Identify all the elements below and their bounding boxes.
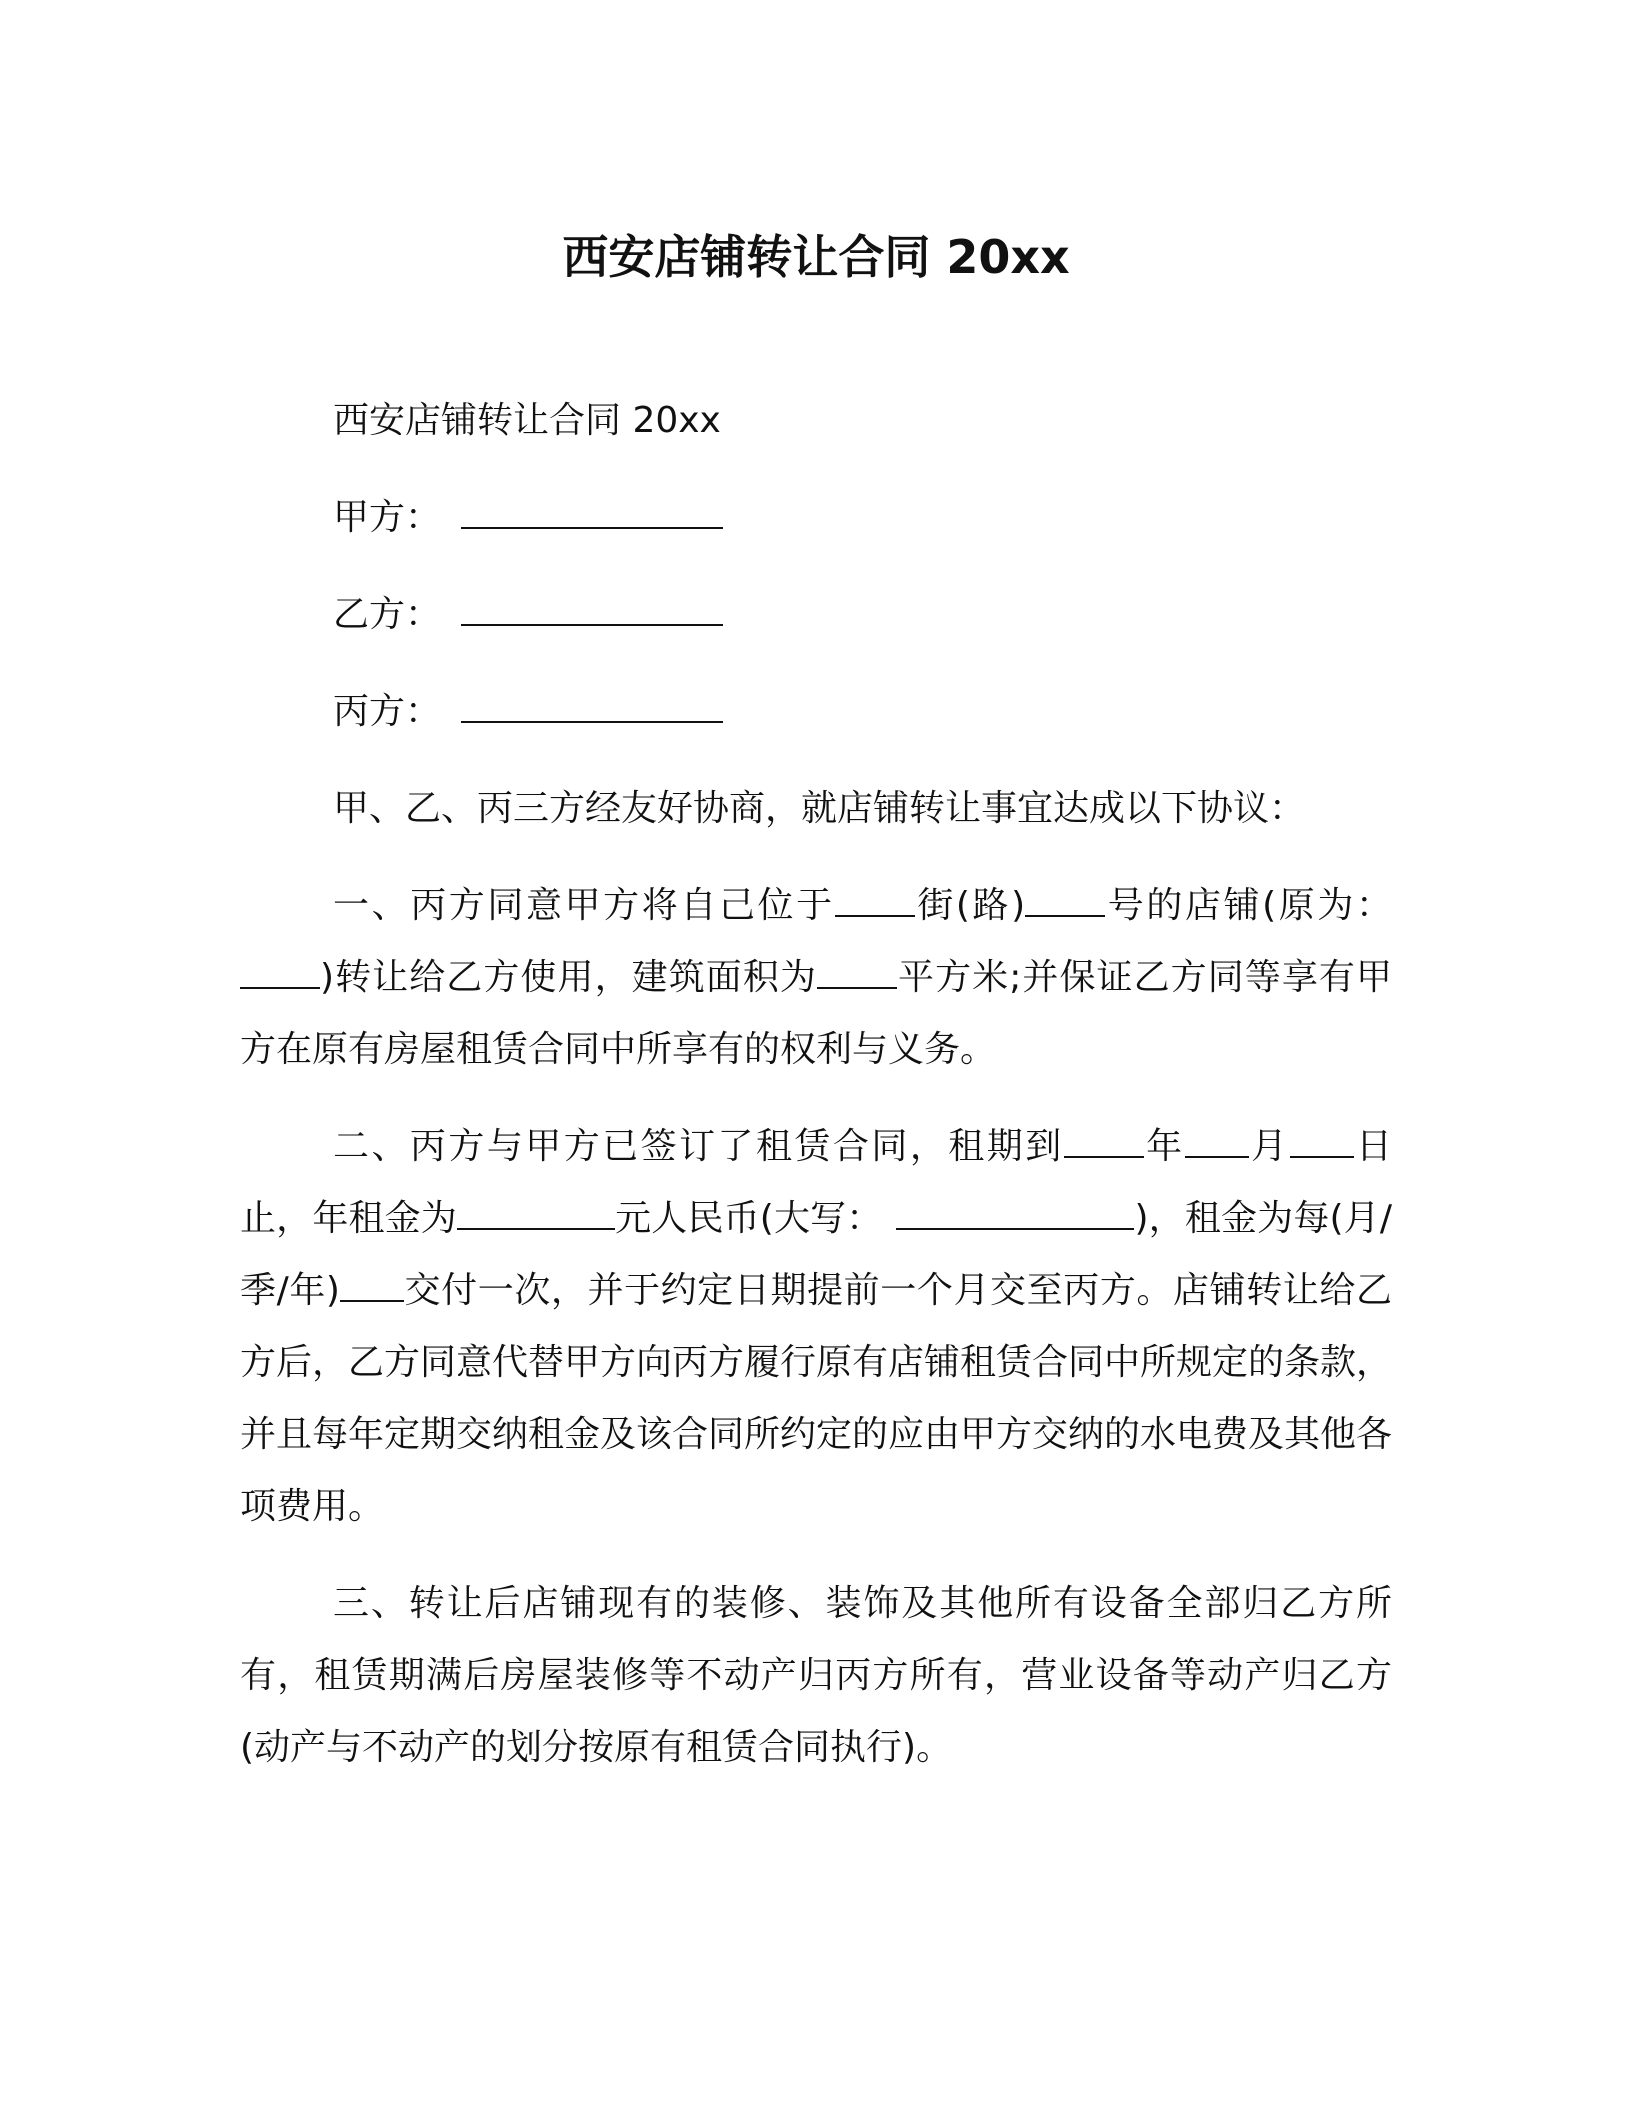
- clause-2-text-2: 年: [1143, 1126, 1185, 1167]
- subtitle-line: [240, 385, 1392, 457]
- clause-1-text-3: 号的店铺(原为：: [1105, 885, 1392, 926]
- annual-rent-blank: [457, 1192, 615, 1230]
- intro-line: [240, 773, 1392, 845]
- party-c-label: 丙方：: [333, 691, 442, 732]
- clause-3-text: 三、转让后店铺现有的装修、装饰及其他所有设备全部归乙方所有，租赁期满后房屋装修等不动产归丙方所有，营业设备等动产归乙方(动产与不动产的划分按原有租赁合同执行)。: [240, 1583, 1392, 1768]
- number-blank: [1025, 879, 1105, 917]
- lease-day-blank: [1290, 1120, 1354, 1158]
- clause-2-text-4: 日止，年租金为: [240, 1126, 1392, 1239]
- lease-year-blank: [1064, 1120, 1144, 1158]
- clause-2-text-7: 交付一次，并于约定日期提前一个月交至丙方。店铺转让给乙方后，乙方同意代替甲方向丙方履行原有店铺租赁合同中所规定的条款，并且每年定期交纳租金及该合同所约定的应由甲方交纳的水电费及其他各项费用。: [240, 1270, 1393, 1527]
- document-body: [240, 385, 1392, 1809]
- clause-3: [240, 1568, 1392, 1784]
- clause-2: [240, 1111, 1392, 1543]
- area-blank: [817, 951, 897, 989]
- payment-period-blank: [340, 1264, 404, 1302]
- party-a-blank: [461, 491, 723, 529]
- party-b-blank: [461, 588, 723, 626]
- clause-1: [240, 870, 1392, 1086]
- party-a-label: 甲方：: [333, 497, 442, 538]
- party-b-line: [240, 579, 1392, 651]
- clause-1-text-1: 一、丙方同意甲方将自己位于: [333, 885, 835, 926]
- street-blank: [835, 879, 915, 917]
- clause-1-text-4: )转让给乙方使用，建筑面积为: [320, 957, 817, 998]
- clause-2-text-6: )，租金为每(月/季/年): [240, 1198, 1392, 1311]
- party-b-label: 乙方：: [333, 594, 442, 635]
- subtitle-text: 西安店铺转让合同 20xx: [333, 400, 721, 441]
- party-c-blank: [461, 685, 723, 723]
- party-a-line: [240, 482, 1392, 554]
- intro-text: 甲、乙、丙三方经友好协商，就店铺转让事宜达成以下协议：: [333, 788, 1306, 829]
- original-use-blank: [240, 951, 320, 989]
- lease-month-blank: [1185, 1120, 1249, 1158]
- rent-capital-blank: [896, 1192, 1134, 1230]
- clause-2-text-1: 二、丙方与甲方已签订了租赁合同，租期到: [333, 1126, 1064, 1167]
- document-title: 西安店铺转让合同 20xx: [562, 230, 1070, 284]
- clause-1-text-2: 街(路): [914, 885, 1026, 926]
- clause-2-text-3: 月: [1248, 1126, 1290, 1167]
- clause-1-text-5: 平方米;并保证乙方同等享有甲方在原有房屋租赁合同中所享有的权利与义务。: [240, 957, 1392, 1070]
- clause-2-text-5: 元人民币(大写：: [614, 1198, 883, 1239]
- party-c-line: [240, 676, 1392, 748]
